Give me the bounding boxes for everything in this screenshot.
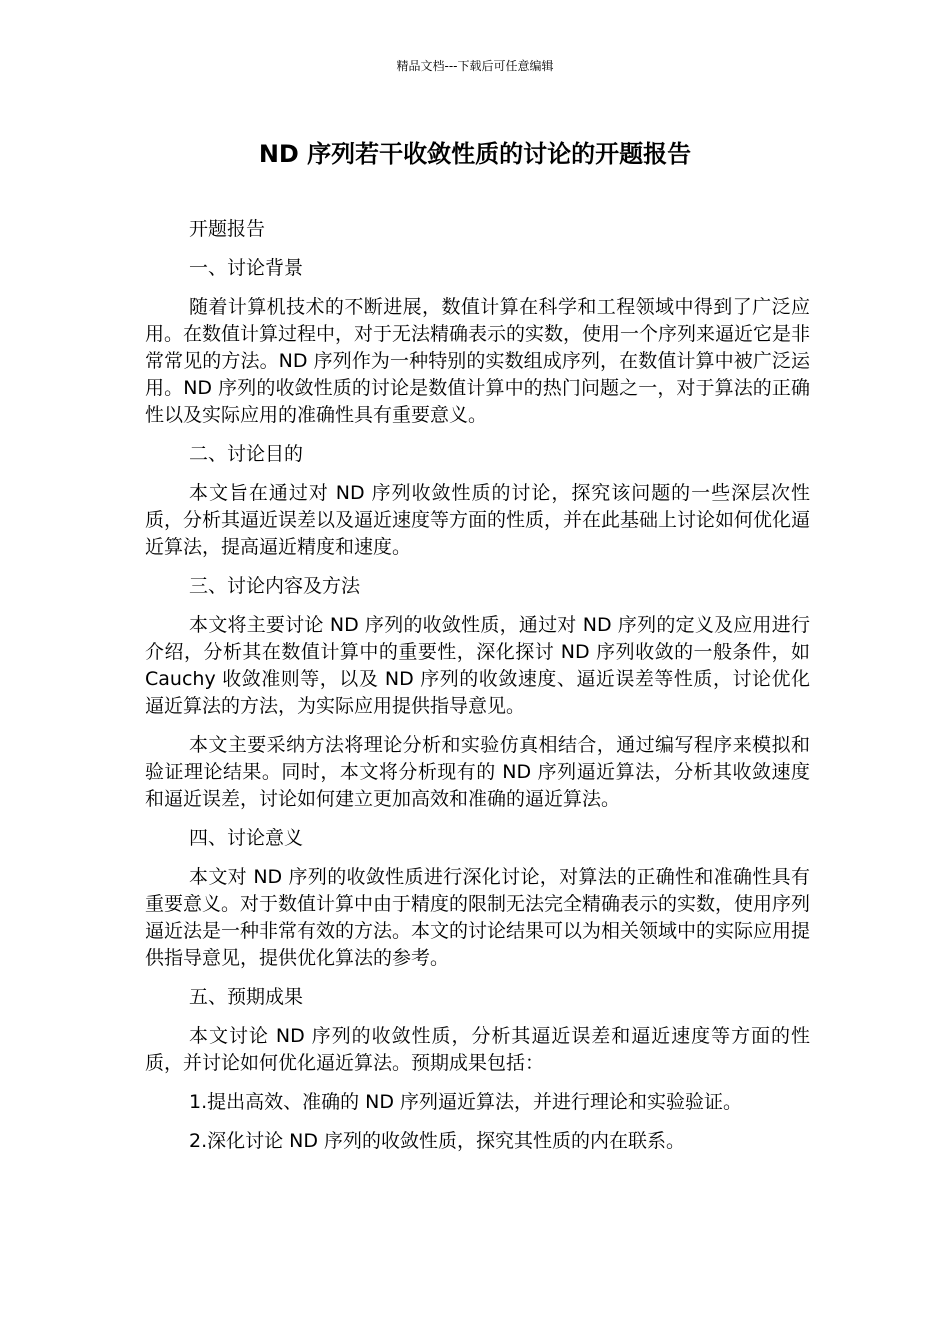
outcomes-paragraph: 本文讨论 ND 序列的收敛性质，分析其逼近误差和逼近速度等方面的性质，并讨论如何优化逼近算法。预期成果包括： bbox=[145, 1025, 810, 1074]
outcome-item-2: 2.深化讨论 ND 序列的收敛性质，探究其性质的内在联系。 bbox=[189, 1130, 686, 1152]
content-paragraph-2: 本文主要采纳方法将理论分析和实验仿真相结合，通过编写程序来模拟和验证理论结果。同时，本文将分析现有的 ND 序列逼近算法，分析其收敛速度和逼近误差，讨论如何建立更加高效和准确的逼近算法。 bbox=[145, 734, 810, 810]
header-note: 精品文档---下载后可任意编辑 bbox=[396, 59, 554, 73]
content-paragraph-1: 本文将主要讨论 ND 序列的收敛性质，通过对 ND 序列的定义及应用进行介绍，分析其在数值计算中的重要性，深化探讨 ND 序列收敛的一般条件，如 Cauchy 收敛准则等，以及 ND 序列的收敛速度、逼近误差等性质，讨论优化逼近算法的方法，为实际应用提供指导意见。 bbox=[145, 614, 810, 717]
significance-heading: 四、讨论意义 bbox=[189, 827, 304, 849]
document-body bbox=[145, 216, 810, 1155]
purpose-heading: 二、讨论目的 bbox=[189, 443, 304, 465]
outcomes-heading: 五、预期成果 bbox=[189, 986, 304, 1008]
significance-paragraph: 本文对 ND 序列的收敛性质进行深化讨论，对算法的正确性和准确性具有重要意义。对于数值计算中由于精度的限制无法完全精确表示的实数，使用序列逼近法是一种非常有效的方法。本文的讨论结果可以为相关领域中的实际应用提供指导意见，提供优化算法的参考。 bbox=[145, 866, 811, 969]
purpose-paragraph: 本文旨在通过对 ND 序列收敛性质的讨论，探究该问题的一些深层次性质，分析其逼近误差以及逼近速度等方面的性质，并在此基础上讨论如何优化逼近算法，提高逼近精度和速度。 bbox=[145, 482, 811, 558]
content-heading: 三、讨论内容及方法 bbox=[189, 575, 361, 597]
background-heading: 一、讨论背景 bbox=[189, 257, 304, 279]
outcome-item-1: 1.提出高效、准确的 ND 序列逼近算法，并进行理论和实验验证。 bbox=[189, 1091, 743, 1113]
background-paragraph: 随着计算机技术的不断进展，数值计算在科学和工程领域中得到了广泛应用。在数值计算过程中，对于无法精确表示的实数，使用一个序列来逼近它是非常常见的方法。ND 序列作为一种特别的实数组成序列，在数值计算中被广泛运用。ND 序列的收敛性质的讨论是数值计算中的热门问题之一，对于算法的正确性以及实际应用的准确性具有重要意义。 bbox=[145, 296, 811, 426]
document-title: ND 序列若干收敛性质的讨论的开题报告 bbox=[258, 140, 692, 168]
report-label: 开题报告 bbox=[189, 218, 266, 240]
